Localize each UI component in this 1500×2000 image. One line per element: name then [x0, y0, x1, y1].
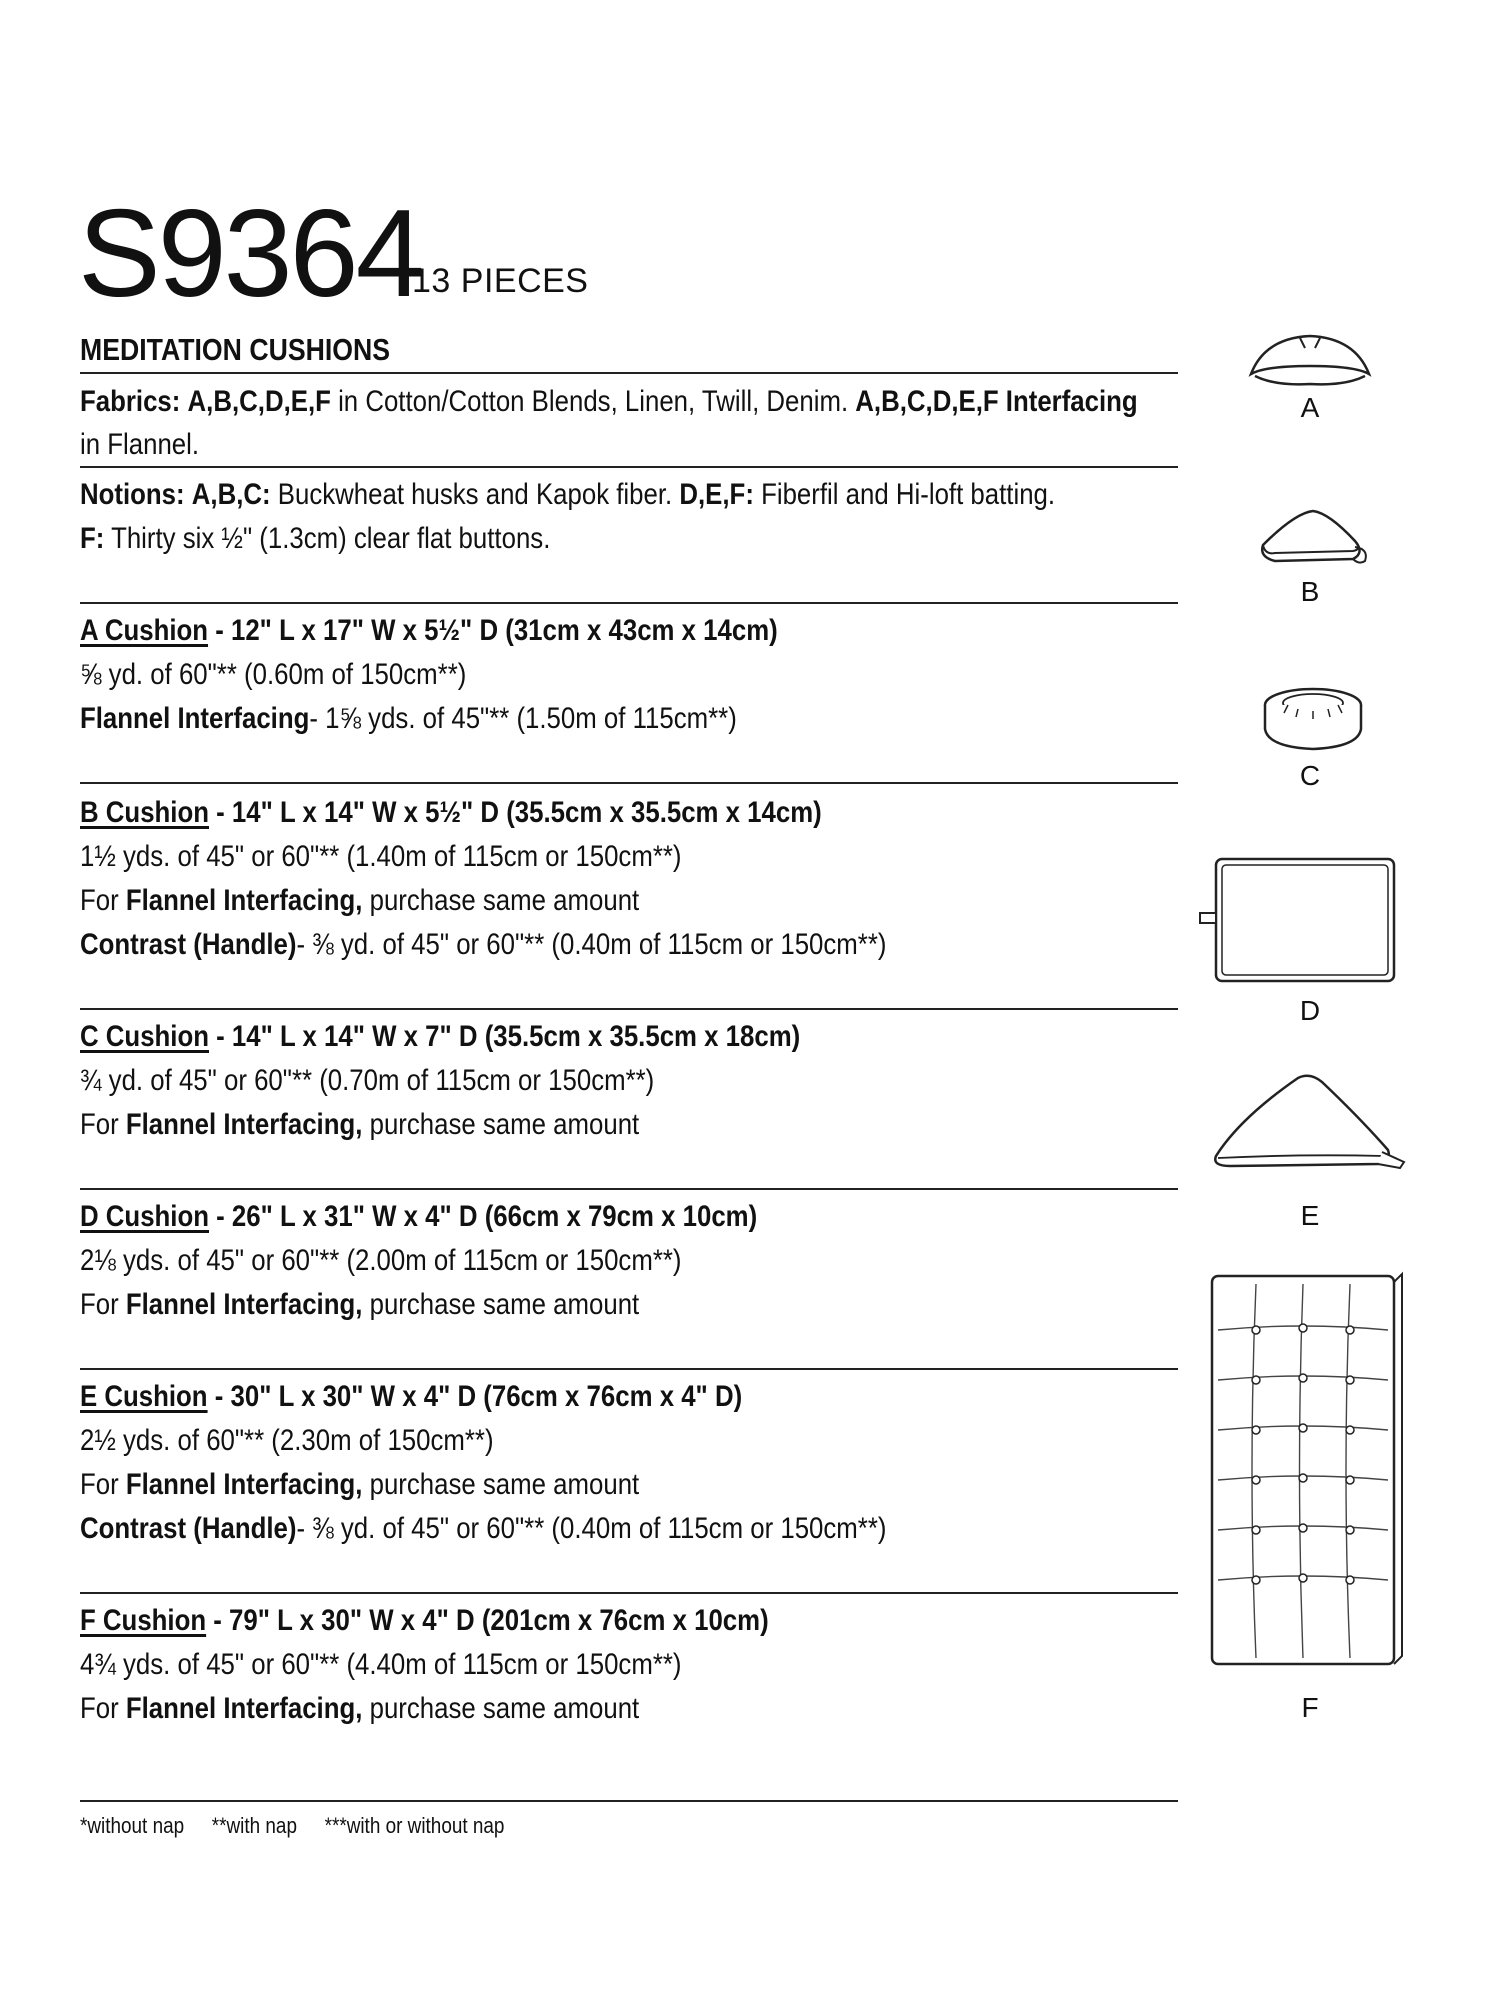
view-label-e: E	[1300, 1200, 1320, 1231]
cushion-d-line-1: 2⅛ yds. of 45" or 60"** (2.00m of 115cm or 150cm**)	[80, 1244, 682, 1277]
fabrics-label: Fabrics:	[80, 385, 181, 418]
cushion-c-name: C Cushion	[80, 1020, 209, 1053]
cushion-e-line-2-pre: For	[80, 1468, 119, 1501]
cushion-d-dims: - 26" L x 31" W x 4" D (66cm x 79cm x 10cm)	[216, 1200, 758, 1233]
cushion-c-sketch-icon	[1258, 683, 1368, 753]
cushion-a-interfacing-label: Flannel Interfacing	[80, 702, 310, 735]
notions-abc-text: Buckwheat husks and Kapok fiber.	[277, 478, 673, 511]
cushion-d-line-2-pre: For	[80, 1288, 119, 1321]
cushion-f-dims: - 79" L x 30" W x 4" D (201cm x 76cm x 10cm)	[213, 1604, 769, 1637]
cushion-a-dims: - 12" L x 17" W x 5½" D (31cm x 43cm x 14cm)	[215, 614, 778, 647]
cushion-a-heading	[80, 614, 778, 647]
pieces-count: 13 PIECES	[412, 262, 589, 300]
footnote-with-nap: **with nap	[211, 1813, 297, 1838]
pattern-number: S9364	[78, 185, 422, 323]
cushion-e-dims: - 30" L x 30" W x 4" D (76cm x 76cm x 4" D)	[214, 1380, 743, 1413]
page-subtitle: MEDITATION CUSHIONS	[80, 332, 391, 367]
notions-label: Notions:	[80, 478, 185, 511]
cushion-e-contrast-label: Contrast (Handle)	[80, 1512, 297, 1545]
cushion-c-heading	[80, 1020, 800, 1053]
footnote-without-nap: *without nap	[80, 1813, 185, 1838]
cushion-e-sketch-icon	[1210, 1068, 1410, 1178]
fabrics-views: A,B,C,D,E,F	[187, 385, 331, 418]
cushion-a-sketch-icon	[1245, 330, 1375, 390]
cushion-d-heading	[80, 1200, 757, 1233]
notions-abc-label: A,B,C:	[191, 478, 271, 511]
view-label-d: D	[1299, 995, 1321, 1026]
notions-f-text: Thirty six ½" (1.3cm) clear flat buttons.	[111, 522, 551, 555]
cushion-e-name: E Cushion	[80, 1380, 208, 1413]
notions-def-text: Fiberfil and Hi-loft batting.	[761, 478, 1056, 511]
divider	[80, 602, 1178, 604]
cushion-c-line-1: ¾ yd. of 45" or 60"** (0.70m of 115cm or 150cm**)	[80, 1064, 655, 1097]
cushion-f-interfacing-text: purchase same amount	[369, 1692, 640, 1725]
divider	[80, 466, 1178, 468]
cushion-b-contrast-text: - ⅜ yd. of 45" or 60"** (0.40m of 115cm or 150cm**)	[296, 928, 887, 961]
cushion-b-line-1: 1½ yds. of 45" or 60"** (1.40m of 115cm or 150cm**)	[80, 840, 682, 873]
cushion-c-line-2-pre: For	[80, 1108, 119, 1141]
divider	[80, 782, 1178, 784]
fabrics-text: in Cotton/Cotton Blends, Linen, Twill, Denim.	[338, 385, 849, 418]
notions-f-label: F:	[80, 522, 105, 555]
footnote-with-or-without-nap: ***with or without nap	[324, 1813, 505, 1838]
cushion-e-line-2	[80, 1468, 639, 1501]
divider	[80, 1800, 1178, 1802]
view-label-c: C	[1299, 760, 1321, 791]
cushion-b-interfacing-label: Flannel Interfacing,	[125, 884, 363, 917]
cushion-d-interfacing-label: Flannel Interfacing,	[125, 1288, 363, 1321]
cushion-f-sketch-icon	[1208, 1270, 1408, 1670]
cushion-e-line-1: 2½ yds. of 60"** (2.30m of 150cm**)	[80, 1424, 494, 1457]
divider	[80, 1592, 1178, 1594]
cushion-e-contrast-text: - ⅜ yd. of 45" or 60"** (0.40m of 115cm or 150cm**)	[296, 1512, 887, 1545]
cushion-c-line-2	[80, 1108, 639, 1141]
cushion-d-interfacing-text: purchase same amount	[369, 1288, 640, 1321]
view-label-b: B	[1300, 576, 1320, 607]
cushion-d-name: D Cushion	[80, 1200, 209, 1233]
cushion-b-contrast-label: Contrast (Handle)	[80, 928, 297, 961]
cushion-e-line-3	[80, 1512, 886, 1545]
cushion-f-name: F Cushion	[80, 1604, 207, 1637]
cushion-f-line-1: 4¾ yds. of 45" or 60"** (4.40m of 115cm or 150cm**)	[80, 1648, 682, 1681]
cushion-e-heading	[80, 1380, 742, 1413]
cushion-f-line-2	[80, 1692, 639, 1725]
cushion-f-line-2-pre: For	[80, 1692, 119, 1725]
divider	[80, 372, 1178, 374]
cushion-b-name: B Cushion	[80, 796, 209, 829]
cushion-c-interfacing-text: purchase same amount	[369, 1108, 640, 1141]
view-label-f: F	[1301, 1692, 1319, 1723]
cushion-d-line-2	[80, 1288, 639, 1321]
fabrics-interfacing-label: A,B,C,D,E,F Interfacing	[855, 385, 1138, 418]
divider	[80, 1368, 1178, 1370]
cushion-b-dims: - 14" L x 14" W x 5½" D (35.5cm x 35.5cm x 14cm)	[216, 796, 822, 829]
fabrics-line-1	[80, 385, 1138, 418]
cushion-e-interfacing-label: Flannel Interfacing,	[125, 1468, 363, 1501]
cushion-f-heading	[80, 1604, 769, 1637]
notions-line-2	[80, 522, 550, 555]
cushion-b-sketch-icon	[1255, 505, 1375, 575]
cushion-b-interfacing-text: purchase same amount	[369, 884, 640, 917]
cushion-b-line-2-pre: For	[80, 884, 119, 917]
cushion-b-line-2	[80, 884, 639, 917]
cushion-a-line-2	[80, 702, 737, 735]
cushion-f-interfacing-label: Flannel Interfacing,	[125, 1692, 363, 1725]
notions-line-1	[80, 478, 1055, 511]
divider	[80, 1008, 1178, 1010]
view-label-a: A	[1300, 392, 1320, 423]
cushion-a-name: A Cushion	[80, 614, 209, 647]
fabrics-line-2: in Flannel.	[80, 428, 200, 461]
notions-def-label: D,E,F:	[679, 478, 754, 511]
cushion-d-sketch-icon	[1198, 855, 1398, 985]
cushion-c-interfacing-label: Flannel Interfacing,	[125, 1108, 363, 1141]
cushion-c-dims: - 14" L x 14" W x 7" D (35.5cm x 35.5cm x 18cm)	[216, 1020, 801, 1053]
cushion-b-line-3	[80, 928, 886, 961]
divider	[80, 1188, 1178, 1190]
cushion-a-line-1: ⅝ yd. of 60"** (0.60m of 150cm**)	[80, 658, 467, 691]
cushion-a-interfacing-text: - 1⅝ yds. of 45"** (1.50m of 115cm**)	[309, 702, 737, 735]
footnotes	[80, 1813, 527, 1839]
cushion-e-interfacing-text: purchase same amount	[369, 1468, 640, 1501]
cushion-b-heading	[80, 796, 822, 829]
